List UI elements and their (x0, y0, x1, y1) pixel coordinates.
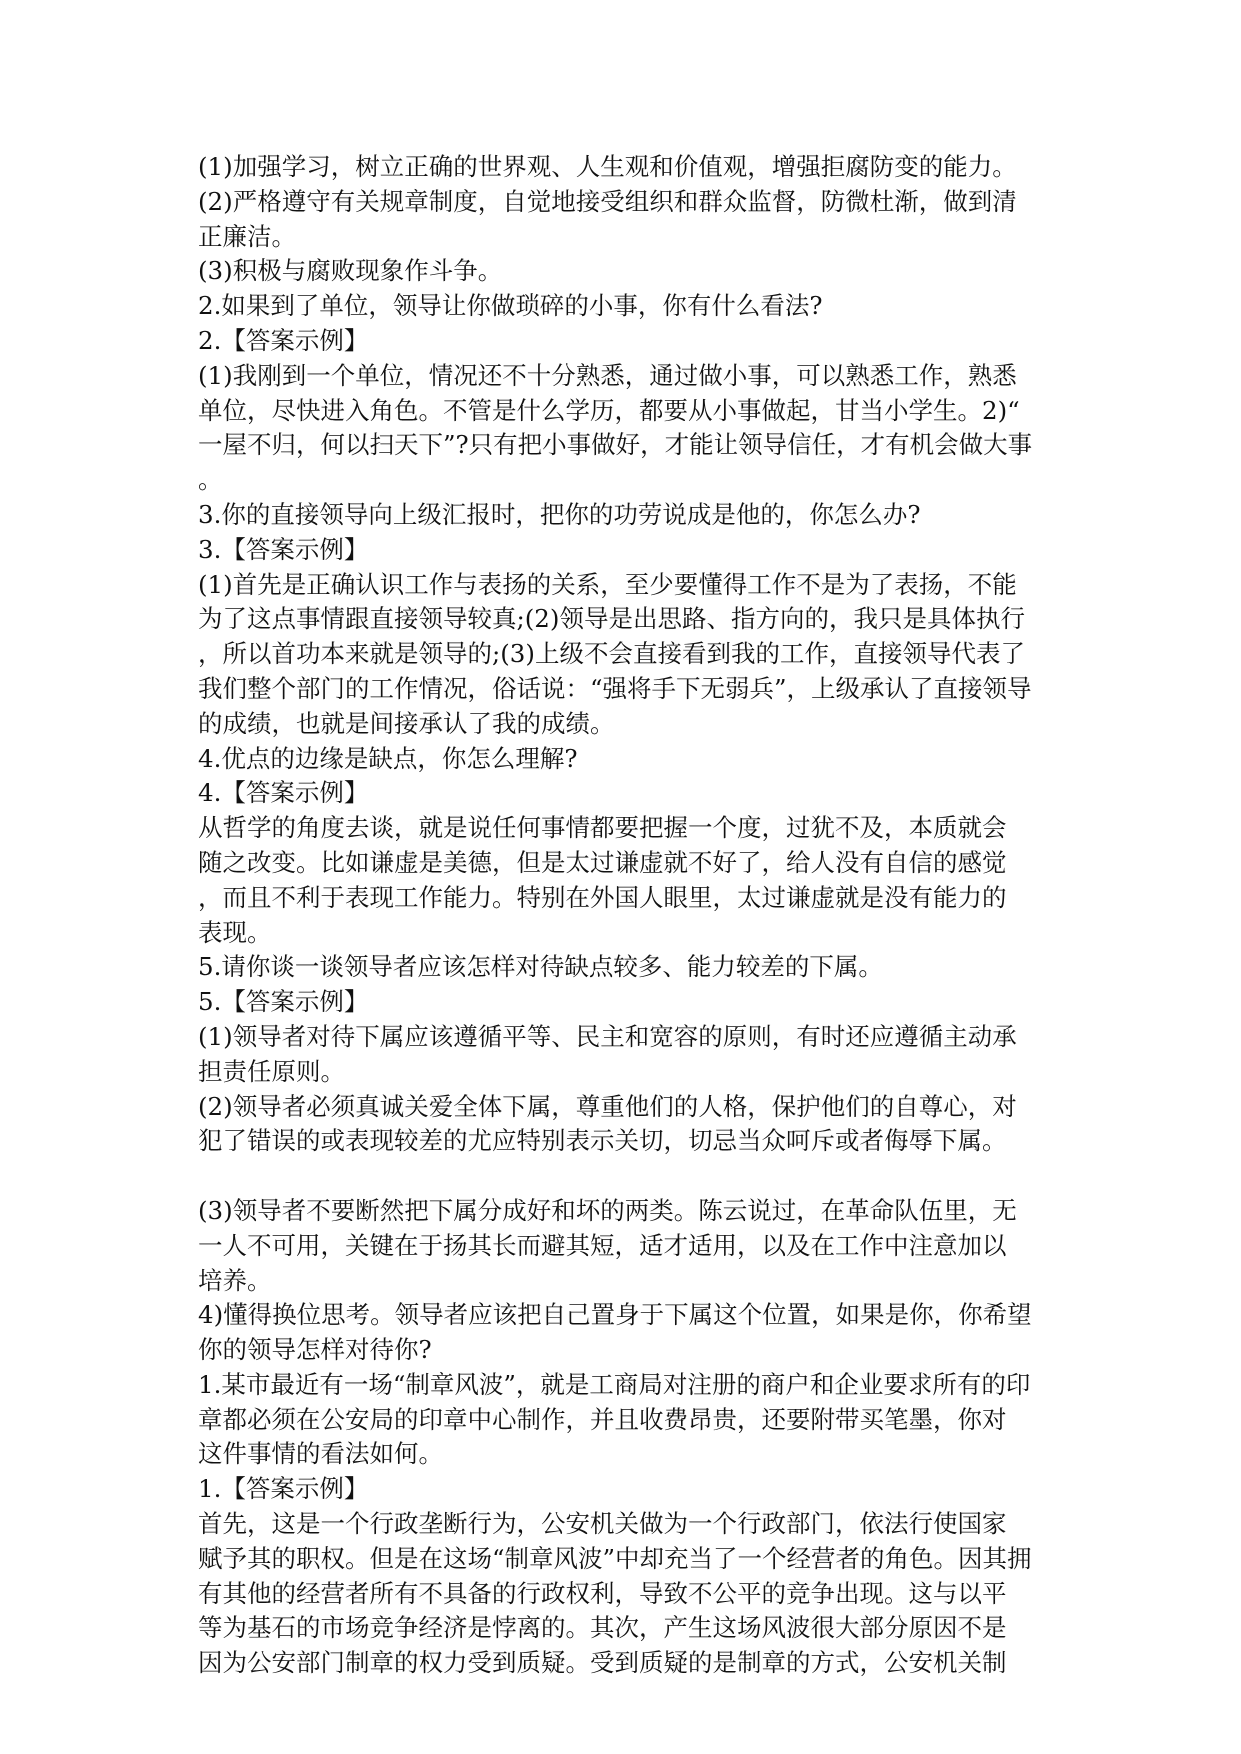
answer-heading: 1.【答案示例】 (198, 1474, 369, 1504)
text-line: 首先，这是一个行政垄断行为，公安机关做为一个行政部门，依法行使国家 (198, 1509, 1007, 1539)
text-line: 担责任原则。 (198, 1056, 345, 1086)
text-line: 有其他的经营者所有不具备的行政权利，导致不公平的竞争出现。这与以平 (198, 1578, 1007, 1608)
text-line: 你的领导怎样对待你? (198, 1335, 432, 1365)
text-line: (1)领导者对待下属应该遵循平等、民主和宽容的原则，有时还应遵循主动承 (198, 1021, 1017, 1051)
text-line: 。 (198, 465, 223, 495)
question-line: 5.请你谈一谈领导者应该怎样对待缺点较多、能力较差的下属。 (198, 952, 883, 982)
text-line: 等为基石的市场竞争经济是悖离的。其次，产生这场风波很大部分原因不是 (198, 1613, 1007, 1643)
answer-heading: 5.【答案示例】 (198, 987, 369, 1017)
blank-line (198, 1159, 1058, 1194)
question-line: 章都必须在公安局的印章中心制作，并且收费昂贵，还要附带买笔墨，你对 (198, 1404, 1007, 1434)
text-line: 单位，尽快进入角色。不管是什么学历，都要从小事做起，甘当小学生。2)“ (198, 395, 1020, 425)
text-line: 为了这点事情跟直接领导较真;(2)领导是出思路、指方向的，我只是具体执行 (198, 604, 1025, 634)
text-line: 犯了错误的或表现较差的尤应特别表示关切，切忌当众呵斥或者侮辱下属。 (198, 1126, 1007, 1156)
question-line: 2.如果到了单位，领导让你做琐碎的小事，你有什么看法? (198, 291, 823, 321)
text-line: ，所以首功本来就是领导的;(3)上级不会直接看到我的工作，直接领导代表了 (198, 639, 1025, 669)
answer-heading: 2.【答案示例】 (198, 325, 369, 355)
text-line: 一屋不归，何以扫天下”?只有把小事做好，才能让领导信任，才有机会做大事 (198, 430, 1033, 460)
text-line: 4)懂得换位思考。领导者应该把自己置身于下属这个位置，如果是你，你希望 (198, 1300, 1032, 1330)
text-line: (3)领导者不要断然把下属分成好和坏的两类。陈云说过，在革命队伍里，无 (198, 1195, 1017, 1225)
answer-heading: 3.【答案示例】 (198, 534, 369, 564)
text-line: 的成绩，也就是间接承认了我的成绩。 (198, 708, 615, 738)
text-line: 培养。 (198, 1265, 272, 1295)
text-line: 随之改变。比如谦虚是美德，但是太过谦虚就不好了，给人没有自信的感觉 (198, 847, 1007, 877)
text-line: 正廉洁。 (198, 221, 296, 251)
text-line: (1)首先是正确认识工作与表扬的关系，至少要懂得工作不是为了表扬，不能 (198, 569, 1017, 599)
text-line: (2)领导者必须真诚关爱全体下属，尊重他们的人格，保护他们的自尊心，对 (198, 1091, 1017, 1121)
text-line: ，而且不利于表现工作能力。特别在外国人眼里，太过谦虚就是没有能力的 (198, 882, 1007, 912)
text-line: 因为公安部门制章的权力受到质疑。受到质疑的是制章的方式，公安机关制 (198, 1648, 1007, 1678)
question-line: 4.优点的边缘是缺点，你怎么理解? (198, 743, 578, 773)
question-line: 3.你的直接领导向上级汇报时，把你的功劳说成是他的，你怎么办? (198, 499, 921, 529)
text-line: 赋予其的职权。但是在这场“制章风波”中却充当了一个经营者的角色。因其拥 (198, 1543, 1032, 1573)
text-line: 一人不可用，关键在于扬其长而避其短，适才适用，以及在工作中注意加以 (198, 1230, 1007, 1260)
text-line: 从哲学的角度去谈，就是说任何事情都要把握一个度，过犹不及，本质就会 (198, 813, 1007, 843)
question-line: 这件事情的看法如何。 (198, 1439, 443, 1469)
text-line: 我们整个部门的工作情况，俗话说：“强将手下无弱兵”，上级承认了直接领导 (198, 673, 1032, 703)
text-line: (1)加强学习，树立正确的世界观、人生观和价值观，增强拒腐防变的能力。 (198, 152, 1017, 181)
text-line: (3)积极与腐败现象作斗争。 (198, 256, 503, 286)
text-line: (2)严格遵守有关规章制度，自觉地接受组织和群众监督，防微杜渐，做到清 (198, 186, 1017, 216)
document-body (198, 150, 1058, 1681)
text-line: (1)我刚到一个单位，情况还不十分熟悉，通过做小事，可以熟悉工作，熟悉 (198, 360, 1017, 390)
text-line: 表现。 (198, 917, 272, 947)
answer-heading: 4.【答案示例】 (198, 778, 369, 808)
question-line: 1.某市最近有一场“制章风波”，就是工商局对注册的商户和企业要求所有的印 (198, 1369, 1031, 1399)
